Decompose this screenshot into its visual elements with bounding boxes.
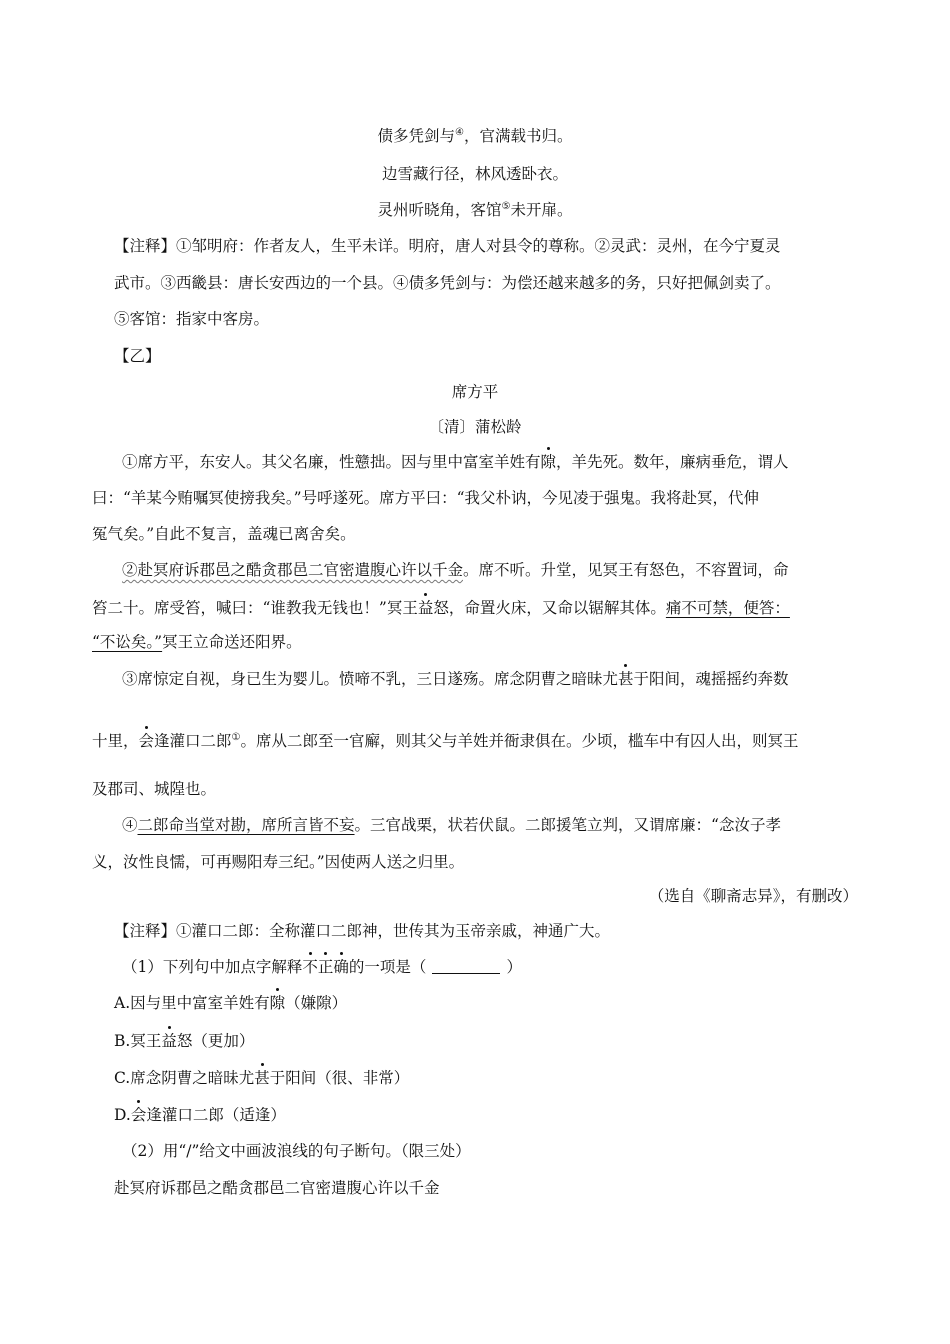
- section-b-label: 【乙】: [114, 347, 161, 365]
- note-a-line-1: 【注释】①邹明府：作者友人，生平未详。明府，唐人对县令的尊称。②灵武：灵州，在今宁夏灵: [114, 237, 781, 255]
- footnote-marker: ④: [455, 126, 464, 138]
- para4-line-2: 义，汝性良懦，可再赐阳寿三纪。”因使两人送之归里。: [92, 853, 465, 871]
- footnote-marker: ⑤: [501, 200, 511, 212]
- para1-line-3: 冤气矣。”自此不复言，盖魂已离舍矣。: [92, 525, 356, 543]
- emphasis-char: 确: [333, 958, 349, 976]
- underlined-sentence: 二郎命当堂对勘，席所言皆不妄: [137, 816, 355, 834]
- article-title: 席方平: [451, 383, 499, 401]
- para3-line-2: 十里，会逢灌口二郎①。席从二郎至一官廨，则其父与羊姓并衙隶俱在。少顷，槛车中有囚人出，则冥王: [92, 731, 799, 750]
- underlined-sentence: “不讼矣。”: [92, 633, 163, 651]
- poem-line-2: 边雪藏行径，林风透卧衣。: [381, 165, 568, 183]
- emphasis-char: 正: [317, 958, 334, 976]
- wavy-underlined-sentence: ②赴冥府诉郡邑之酷贪郡邑二官密遣腹心许以千金: [122, 561, 464, 579]
- para3-line-3: 及郡司、城隍也。: [92, 780, 217, 798]
- emphasis-char: 益: [161, 1032, 177, 1050]
- para1-line-1: ①席方平，东安人。其父名廉，性戆拙。因与里中富室羊姓有隙，羊先死。数年，廉病垂危，谓人: [122, 453, 789, 471]
- emphasis-char: 隙: [540, 453, 557, 471]
- question-1-option-a: A.因与里中富室羊姓有隙（嫌隙）: [114, 994, 348, 1012]
- emphasis-char: 不: [302, 958, 318, 976]
- note-b: 【注释】①灌口二郎：全称灌口二郎神，世传其为玉帝亲戚，神通广大。: [114, 922, 611, 940]
- para3-line-1: ③席惊定自视，身已生为婴儿。愤啼不乳，三日遂殇。席念阴曹之暗昧尤甚于阳间，魂摇摇约奔数: [122, 670, 789, 688]
- article-author: 〔清〕蒲松龄: [428, 418, 522, 436]
- emphasis-char: 会: [130, 1106, 147, 1124]
- question-1-option-b: B.冥王益怒（更加）: [114, 1032, 255, 1050]
- emphasis-char: 会: [138, 732, 155, 750]
- answer-blank[interactable]: [432, 959, 500, 974]
- note-a-line-3: ⑤客馆：指家中客房。: [114, 310, 270, 328]
- note-a-line-2: 武市。③西畿县：唐长安西边的一个县。④债多凭剑与：为偿还越来越多的务，只好把佩剑卖了。: [114, 274, 781, 292]
- emphasis-char: 甚: [254, 1069, 270, 1087]
- poem-line-1: 债多凭剑与④，官满载书归。: [377, 126, 573, 145]
- para2-line-2: 笞二十。席受笞，喊曰：“谁教我无钱也！”冥王益怒，命置火床，又命以锯解其体。痛不可禁，便答：: [92, 599, 790, 617]
- question-1-option-c: C.席念阴曹之暗昧尤甚于阳间（很、非常）: [114, 1069, 410, 1087]
- para1-line-2: 曰：“羊某今贿嘱冥使搒我矣。”号呼遂死。席方平曰：“我父朴讷，今见凌于强鬼。我将赴冥，代伸: [92, 489, 760, 507]
- underlined-sentence: 痛不可禁，便答：: [665, 599, 790, 617]
- question-1-option-d: D.会逢灌口二郎（适逢）: [114, 1106, 286, 1124]
- emphasis-char: 益: [417, 599, 434, 617]
- question-2-sentence: 赴冥府诉郡邑之酷贪郡邑二官密遣腹心许以千金: [114, 1179, 440, 1197]
- question-2-stem: （2）用“/”给文中画波浪线的句子断句。（限三处）: [122, 1142, 471, 1160]
- source-citation: （选自《聊斋志异》，有删改）: [648, 887, 858, 905]
- footnote-marker: ①: [231, 731, 241, 743]
- para4-line-1: ④二郎命当堂对勘，席所言皆不妄。三官战栗，状若伏鼠。二郎援笔立判，又谓席廉：“念汝子孝: [122, 816, 781, 834]
- poem-line-3: 灵州听晓角，客馆⑤未开扉。: [377, 200, 573, 219]
- emphasis-char: 隙: [269, 994, 286, 1012]
- question-1-stem: （1）下列句中加点字解释不正确的一项是（ ）: [122, 958, 522, 976]
- emphasis-char: 甚: [618, 670, 634, 688]
- para2-line-1: ②赴冥府诉郡邑之酷贪郡邑二官密遣腹心许以千金。席不听。升堂，见冥王有怒色，不容置词，命: [122, 561, 789, 579]
- para2-line-3: “不讼矣。”冥王立命送还阳界。: [92, 633, 302, 651]
